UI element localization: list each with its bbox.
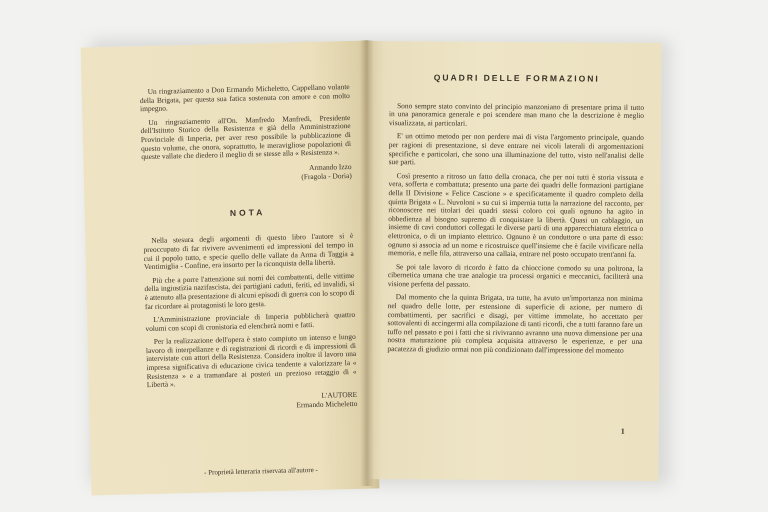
copyright-footer: - Proprietà letteraria riservata all'autore - [203, 465, 318, 477]
nota-paragraph-1: Nella stesura degli argomenti di questo libro l'autore si è preoccupato di far rivivere avvenimenti ed impressioni del tempo in cui il popolo tutto, e specie quello delle vallate da Arma di Taggia a Ventimiglia - Confine, era insorto per la riconquista della libertà. [143, 231, 354, 272]
author-name: Ermando Micheletto [296, 398, 358, 410]
nota-paragraph-3: L'Amministrazione provinciale di Imperia pubblicherà quattro volumi con scopi di cronistoria ed elencherà nomi e fatti. [145, 310, 356, 333]
right-page [364, 41, 661, 481]
left-page-text [140, 83, 358, 416]
paragraph-2: E' un ottimo metodo per non perdere mai di vista l'argomento principale, quando per ragioni di presentazione, si deve entrare nei vicoli laterali di argomentazioni specifiche e particolari, che sono una illuminazione del tutto, visto nell'analisi delle sue parti. [388, 131, 644, 167]
signature-block-1 [142, 162, 352, 185]
acknowledgement-1: Un ringraziamento a Don Ermando Micheletto, Cappellano volante della Brigata, per questa sua fatica sostenuta con amore e con molto impegno. [139, 82, 350, 114]
left-page [81, 41, 380, 496]
acknowledgement-2: Un ringraziamento all'On. Manfredo Manfredi, Presidente dell'Istituto Storico della Resistenza e già della Amministrazione Provinciale di Imperia, per aver reso possibile la pubblicazione di questo volume, che onora, soprattutto, le meravigliose popolazioni di queste vallate che diedero il meglio di se stesse alla « Resistenza ». [140, 112, 352, 162]
author-role: L'AUTORE [321, 389, 358, 400]
page-number: 1 [620, 426, 625, 436]
paragraph-1: Sono sempre stato convinto del principio manzoniano di presentare prima il tutto in una panoramica generale e poi scendere man mano che la descrizione è meglio visualizzata, ai particolari. [388, 100, 645, 128]
nota-heading: NOTA [229, 206, 266, 218]
chapter-title: QUADRI DELLE FORMAZIONI [433, 72, 600, 84]
paragraph-4: Se poi tale lavoro di ricordo è fatto da chioccione comodo su una poltrona, la cibernetica umana che trae analogie tra processi organici e meccanici, faciliterà una visione perfetta del passato. [387, 261, 643, 289]
paragraph-3: Così presento a ritroso un fatto della cronaca, che per noi tutti è storia vissuta e vera, sofferta e combattuta; presento una parte dei quadri delle formazioni partigiane della II Divisione « Felice Cascione » e specificatamente il quadro completo della quinta Brigata « L. Nuvoloni » su cui si impernia tutta la narrazione del racconto, per riconoscere nei titolari dei quadri stessi coloro coi quali ognuno ha agito in obbedienza al bisogno supremo di conquistare la libertà. Quasi un cablaggio, un insieme di cavi conduttori collegati le diverse parti di una apparecchiatura elettrica o elettronica, o di un impianto elettrico. Ognuno è un conduttore o una parte di esso: ognuno si associa ad un nome e ricostruisce quell'insieme che è facile vivificare nella memoria, e nelle fila, attraverso una callaia, entrare nel posto occupato trent'anni fa. [388, 170, 644, 259]
signature-name: Armando Izzo [308, 161, 352, 172]
book-gutter [360, 40, 374, 486]
paragraph-5: Dal momento che la quinta Brigata, tra tutte, ha avuto un'importanza non minima nel quadro delle lotte, per estensione di superficie di azione, per numero di combattimenti, per sacrifici e disagi, per vittime immolate, ho accettato per sottovalenti di accingermi alla compilazione di tanti ricordi, che a tutti faranno fare un tuffo nel passato e poi i fatti che si rivivranno avranno una nuova dimensione per una nostra maturazione più completa acquisita attraverso le esperienze, e per una pacatezza di giudizio ormai non più condizionato dall'impressione del momento [387, 292, 643, 355]
signature-block-2 [147, 390, 357, 413]
signature-alias: (Fragola - Doria) [301, 170, 352, 181]
nota-paragraph-4: Per la realizzazione dell'opera è stato compiuto un intenso e lungo lavoro di interpellanze e di registrazioni di ricordi e di impressioni di intervistate con attori della Resistenza. Considera inoltre il lavoro una impresa significativa di educazione civica tendente a valorizzare la « Resistenza » e a tramandare ai posteri un prezioso retaggio di « Libertà ». [145, 332, 357, 390]
nota-paragraph-2: Più che a porre l'attenzione sui nomi dei combattenti, delle vittime della ingiustizia nazifascista, dei partigiani caduti, feriti, ed invalidi, si è attenuto alla presentazione di alcuni episodi di guerra con lo scopo di far ricordare ai protagonisti le loro gesta. [144, 270, 355, 311]
right-page-text [387, 73, 644, 360]
